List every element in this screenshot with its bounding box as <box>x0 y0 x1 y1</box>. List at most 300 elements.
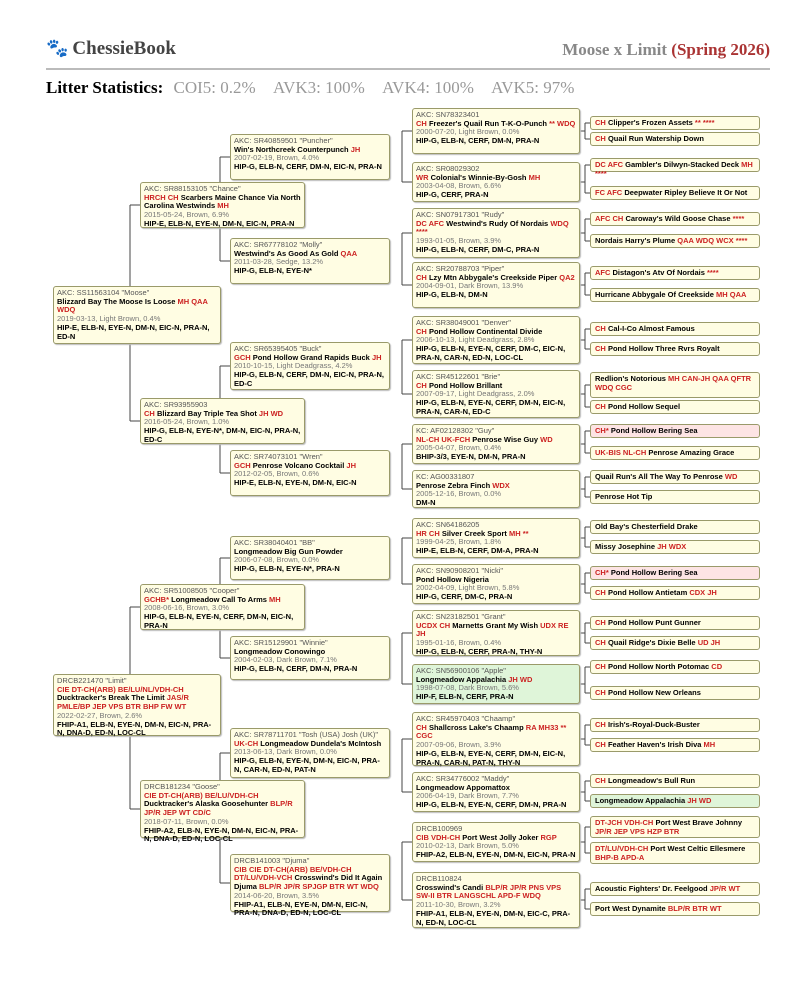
dog-card-s2[interactable] <box>140 398 305 444</box>
dog-meta: 2006-04-19, Dark Brown, 7.7% <box>416 791 519 801</box>
ancestor-title: DT-JCH VDH-CH <box>595 818 654 827</box>
ancestor-suffix: BHP-B APD-A <box>595 852 645 862</box>
ancestor-card-0[interactable] <box>590 116 760 130</box>
dog-name-line <box>144 194 301 211</box>
registration: AKC: SR51008505 "Cooper" <box>144 586 240 595</box>
dog-card-d212[interactable] <box>412 772 580 812</box>
dog-name: Pond Hollow Nigeria <box>416 574 489 584</box>
dog-meta: 2005-12-16, Brown, 0.0% <box>416 489 502 499</box>
health-results: HIP-G, ELB-N, CERF, PRA-N, THY-N <box>416 646 543 656</box>
dog-card-d1[interactable] <box>140 584 305 630</box>
ancestor-card-31[interactable] <box>590 902 760 916</box>
ancestor-name: Port West Brave Johnny <box>655 818 742 827</box>
ancestor-suffix: **** <box>732 214 745 223</box>
dog-name: Longmeadow Appomattox <box>416 782 510 792</box>
ancestor-suffix: MH **** <box>595 160 753 178</box>
dog-name: Crosswind's Did It Again Djuma <box>234 873 383 892</box>
health-results: HIP-G, ELB-N, EYE-N, CERF, DM-N, EIC-N, PRA-N <box>144 612 294 630</box>
ancestor-title: CH <box>595 662 606 671</box>
dog-card-s12[interactable] <box>230 238 390 284</box>
dog-name: Pond Hollow Brillant <box>428 380 503 390</box>
ancestor-suffix: JH WDX <box>657 542 687 551</box>
registration: AKC: SN07917301 "Rudy" <box>416 210 505 219</box>
dog-suffix: RGP <box>540 832 557 842</box>
ancestor-name: Pond Hollow Sequel <box>607 402 681 411</box>
ancestor-card-27[interactable] <box>590 794 760 808</box>
pairing-title: Moose x Limit <box>562 40 668 59</box>
ancestor-card-26[interactable] <box>590 774 760 788</box>
ancestor-name: Hurricane Abbygale Of Creekside <box>595 290 714 299</box>
dog-title: UK-CH <box>234 738 259 748</box>
paw-icon: 🐾 <box>46 38 69 58</box>
ancestor-card-19[interactable] <box>590 586 760 600</box>
dog-meta: 2010-10-15, Light Deadgrass, 4.2% <box>234 361 353 371</box>
dog-name: Pond Hollow Grand Rapids Buck <box>252 352 370 362</box>
dog-name-line <box>57 686 217 712</box>
ancestor-suffix: JP/R JEP VPS HZP BTR <box>595 826 680 836</box>
ancestor-name: Pond Hollow Bering Sea <box>610 568 698 577</box>
registration: DRCB221470 "Limit" <box>57 676 127 685</box>
dog-suffix: QAA <box>340 248 358 258</box>
dog-meta: 1998-07-08, Dark Brown, 5.6% <box>416 683 519 693</box>
health-results: HIP-G, ELB-N, EYE-N* <box>234 266 312 276</box>
dog-suffix: JAS/R PMLE/BP JEP VPS BTR BHP FW WT <box>57 693 189 712</box>
dog-meta: 1995-01-16, Brown, 0.4% <box>416 638 502 648</box>
ancestor-title: CH <box>595 776 606 785</box>
health-results: HIP-G, ELB-N, EYE-N*, PRA-N <box>234 564 340 574</box>
dog-card-d11[interactable] <box>230 536 390 580</box>
registration: AKC: SN56900106 "Apple" <box>416 666 506 675</box>
dog-name-line <box>416 622 576 639</box>
ancestor-suffix: UD JH <box>697 638 721 647</box>
ancestor-name: Longmeadow Appalachia <box>595 796 686 805</box>
registration: AKC: SR93955903 <box>144 400 208 409</box>
health-results: FHIP-A1, ELB-N, EYE-N, DM-N, EIC-C, PRA-N, ED-N, LOC-CL <box>416 908 571 927</box>
health-results: HIP-G, ELB-N, CERF, DM-N, PRA-N <box>234 664 358 674</box>
ancestor-name: Feather Haven's Irish Diva <box>607 740 702 749</box>
health-results: HIP-G, ELB-N, EYE-N, CERF, DM-N, EIC-N, PRA-N, CAR-N, ED-C <box>416 398 566 416</box>
dog-card-s21[interactable] <box>230 342 390 390</box>
dog-name: Silver Creek Sport <box>441 528 507 538</box>
dog-card-s222[interactable] <box>412 470 580 508</box>
registration: DRCB141003 "Djuma" <box>234 856 310 865</box>
ancestor-name: Irish's-Royal-Duck-Buster <box>607 720 700 729</box>
ancestor-name: Deepwater Ripley Believe It Or Not <box>624 188 748 197</box>
registration: AKC: SR67778102 "Molly" <box>234 240 323 249</box>
dog-name: Blizzard Bay The Moose Is Loose <box>57 296 176 306</box>
ancestor-name: Missy Josephine <box>595 542 656 551</box>
ancestor-suffix: CD <box>711 662 723 671</box>
dog-title: NL-CH UK-FCH <box>416 434 471 444</box>
ancestor-suffix: CDX JH <box>689 588 717 597</box>
dog-name: Westwind's As Good As Gold <box>234 248 339 258</box>
ancestor-card-11[interactable] <box>590 400 760 414</box>
dog-name: Longmeadow Call To Arms <box>171 594 267 604</box>
ancestor-card-6[interactable] <box>590 266 760 280</box>
dog-title: CH <box>416 722 427 732</box>
dog-name: Crosswind's Candi <box>416 882 484 892</box>
dog-name: Longmeadow Conowingo <box>234 646 326 656</box>
dog-title: WR <box>416 172 429 182</box>
dog-card-d111[interactable] <box>412 518 580 558</box>
registration: KC: AG00331807 <box>416 472 475 481</box>
ancestor-card-7[interactable] <box>590 288 760 302</box>
ancestor-name: Port West Dynamite <box>595 904 666 913</box>
dog-name: Win's Northcreek Counterpunch <box>234 144 349 154</box>
ancestor-card-20[interactable] <box>590 616 760 630</box>
dog-title: DC AFC <box>416 218 445 228</box>
dog-name: Shallcross Lake's Chaamp <box>428 722 524 732</box>
ancestor-card-4[interactable] <box>590 212 760 226</box>
dog-name: Colonial's Winnie-By-Gosh <box>430 172 527 182</box>
registration: AKC: SN64186205 <box>416 520 480 529</box>
ancestor-card-8[interactable] <box>590 322 760 336</box>
dog-suffix: BLP/R JP/R SPJGP BTR WT WDQ <box>259 882 379 892</box>
dog-card-d2[interactable] <box>140 780 305 844</box>
ancestor-title: UK-BIS NL-CH <box>595 448 647 457</box>
registration: AKC: SR38049001 "Denver" <box>416 318 511 327</box>
health-results: HIP-G, ELB-N, EYE-N, CERF, DM-C, EIC-N, PRA-N, CAR-N, ED-N, LOC-CL <box>416 344 566 362</box>
ancestor-suffix: JP/R WT <box>709 884 741 893</box>
ancestor-card-21[interactable] <box>590 636 760 650</box>
ancestor-suffix: **** <box>706 268 719 277</box>
dog-meta: 2012-02-05, Brown, 0.6% <box>234 469 320 479</box>
dog-suffix: WDX <box>492 480 510 490</box>
dog-card-s122[interactable] <box>412 262 580 308</box>
dog-meta: 2011-03-28, Sedge, 13.2% <box>234 257 324 267</box>
ancestor-title: DC AFC <box>595 160 624 169</box>
dog-card-d112[interactable] <box>412 564 580 604</box>
registration: DRCB181234 "Goose" <box>144 782 220 791</box>
ancestor-card-29[interactable] <box>590 842 760 864</box>
ancestor-title: AFC CH <box>595 214 624 223</box>
ancestor-title: DT/LU/VDH-CH <box>595 844 649 853</box>
dog-name: Port West Jolly Joker <box>462 832 539 842</box>
dog-card-d121[interactable] <box>412 610 580 656</box>
dog-card-s112[interactable] <box>412 162 580 202</box>
dog-suffix: WD <box>540 434 553 444</box>
registration: AKC: SN90908201 "Nicki" <box>416 566 504 575</box>
registration: AKC: SN23182501 "Grant" <box>416 612 506 621</box>
dog-card-d211[interactable] <box>412 712 580 766</box>
dog-name: Marnetts Grant My Wish <box>452 620 539 630</box>
registration: AKC: SR34776002 "Maddy" <box>416 774 510 783</box>
ancestor-name: Quail Run Watership Down <box>607 134 704 143</box>
coi5-stat: COI5: 0.2% <box>173 78 256 97</box>
registration: DRCB110824 <box>416 874 462 883</box>
ancestor-title: AFC <box>595 268 611 277</box>
health-results: HIP-E, ELB-N, EYE-N, DM-N, EIC-N <box>234 478 357 488</box>
ancestor-name: Penrose Amazing Grace <box>648 448 735 457</box>
dog-card-d122[interactable] <box>412 664 580 704</box>
ancestor-title: CH <box>595 118 606 127</box>
health-results: FHIP-A2, ELB-N, EYE-N, DM-N, EIC-N, PRA-N, DNA-D, ED-N, LOC-CL <box>144 825 299 844</box>
registration: AKC: SR88153105 "Chance" <box>144 184 241 193</box>
dog-card-sire[interactable] <box>53 286 221 344</box>
stats-label: Litter Statistics: <box>46 78 164 97</box>
ancestor-name: Quail Ridge's Dixie Belle <box>607 638 696 647</box>
dog-suffix: MH <box>528 172 541 182</box>
ancestor-suffix: MH QAA <box>716 290 747 299</box>
dog-title: CH <box>416 272 427 282</box>
dog-suffix: BLP/R JP/R PNS VPS SW-II BTR LANGSCHL APD-F WDQ <box>416 882 562 901</box>
ancestor-suffix: QAA WDQ WCX **** <box>677 236 748 245</box>
registration: KC: AF02128302 "Guy" <box>416 426 495 435</box>
dog-card-s211[interactable] <box>412 316 580 364</box>
ancestor-suffix: ** **** <box>694 118 715 127</box>
ancestor-name: Pond Hollow Antietam <box>607 588 688 597</box>
dog-suffix: WDQ **** <box>416 218 569 237</box>
dog-card-d22[interactable] <box>230 854 390 918</box>
ancestor-name: Old Bay's Chesterfield Drake <box>595 522 698 531</box>
registration: AKC: SN78323401 <box>416 110 480 119</box>
dog-card-s1[interactable] <box>140 182 305 228</box>
health-results: HIP-F, ELB-N, CERF, PRA-N <box>416 692 514 702</box>
ancestor-title: CH <box>595 324 606 333</box>
dog-meta: 2019-03-13, Light Brown, 0.4% <box>57 314 161 324</box>
health-results: HIP-G, ELB-N, EYE-N, CERF, DM-N, EIC-N, PRA-N, CAR-N, PAT-N, THY-N <box>416 748 566 767</box>
dog-name: Longmeadow Dundela's McIntosh <box>260 738 382 748</box>
dog-name-line <box>416 220 576 237</box>
dog-name-line <box>234 866 386 892</box>
ancestor-name: Cal-I-Co Almost Famous <box>607 324 695 333</box>
dog-meta: 2000-07-20, Light Brown, 0.0% <box>416 127 520 137</box>
dog-meta: 2010-02-13, Dark Brown, 5.0% <box>416 841 519 851</box>
ancestor-card-5[interactable] <box>590 234 760 248</box>
registration: AKC: SR38040401 "BB" <box>234 538 315 547</box>
ancestor-name: Penrose Hot Tip <box>595 492 653 501</box>
ancestor-name: Clipper's Frozen Assets <box>607 118 693 127</box>
dog-meta: 2007-09-06, Brown, 3.9% <box>416 740 502 750</box>
dog-name: Penrose Wise Guy <box>472 434 539 444</box>
dog-meta: 2007-09-17, Light Deadgrass, 2.0% <box>416 389 535 399</box>
dog-name: Longmeadow Appalachia <box>416 674 507 684</box>
registration: AKC: SR45122601 "Brie" <box>416 372 501 381</box>
dog-name: Longmeadow Big Gun Powder <box>234 546 343 556</box>
ancestor-card-22[interactable] <box>590 660 760 674</box>
ancestor-name: Pond Hollow New Orleans <box>607 688 701 697</box>
ancestor-title: CH <box>595 618 606 627</box>
avk4-stat: AVK4: 100% <box>382 78 474 97</box>
health-results: FHIP-A1, ELB-N, EYE-N, DM-N, EIC-N, PRA-N, DNA-D, ED-N, LOC-CL <box>57 719 212 738</box>
registration: DRCB100969 <box>416 824 463 833</box>
dog-suffix: MH <box>217 201 229 211</box>
health-results: HIP-G, ELB-N, EYE-N*, DM-N, EIC-N, PRA-N, ED-C <box>144 426 301 444</box>
dog-card-d222[interactable] <box>412 872 580 928</box>
dog-name: Ducktracker's Alaska Goosehunter <box>144 799 269 809</box>
dog-name: Penrose Volcano Cocktail <box>252 460 345 470</box>
ancestor-card-9[interactable] <box>590 342 760 356</box>
ancestor-card-1[interactable] <box>590 132 760 146</box>
dog-name: Blizzard Bay Triple Tea Shot <box>156 408 257 418</box>
dog-name: Penrose Zebra Finch <box>416 480 491 490</box>
dog-suffix: MH ** <box>508 528 529 538</box>
dog-suffix: JH <box>350 144 361 154</box>
dog-name: Pond Hollow Continental Divide <box>428 326 543 336</box>
health-results: HIP-E, ELB-N, EYE-N, DM-N, EIC-N, PRA-N <box>144 218 295 228</box>
registration: AKC: SR40859501 "Puncher" <box>234 136 333 145</box>
dog-card-d221[interactable] <box>412 822 580 862</box>
registration: AKC: SR74073101 "Wren" <box>234 452 323 461</box>
ancestor-title: CH <box>595 688 606 697</box>
ancestor-card-17[interactable] <box>590 540 760 554</box>
ancestor-card-24[interactable] <box>590 718 760 732</box>
ancestor-card-30[interactable] <box>590 882 760 896</box>
health-results: HIP-E, ELB-N, CERF, DM-A, PRA-N <box>416 546 539 556</box>
dog-title: GCH <box>234 460 251 470</box>
dog-suffix: QA2 <box>559 272 575 282</box>
ancestor-title: CH <box>595 402 606 411</box>
registration: AKC: SR20788703 "Piper" <box>416 264 505 273</box>
dog-title: CH <box>416 118 427 128</box>
dog-name: Westwind's Rudy Of Nordais <box>446 218 549 228</box>
health-results: HIP-G, CERF, DM-C, PRA-N <box>416 592 513 602</box>
ancestor-card-18[interactable] <box>590 566 760 580</box>
dog-card-s121[interactable] <box>412 208 580 258</box>
dog-card-s111[interactable] <box>412 108 580 154</box>
dog-meta: 2018-07-11, Brown, 0.0% <box>144 816 229 826</box>
ancestor-card-25[interactable] <box>590 738 760 752</box>
dog-meta: 2005-04-07, Brown, 0.4% <box>416 443 502 453</box>
health-results: HIP-G, ELB-N, EYE-N, DM-N, EIC-N, PRA-N, CAR-N, ED-N, PAT-N <box>234 756 380 774</box>
dog-name: Ducktracker's Break The Limit <box>57 693 165 703</box>
dog-meta: 2022-02-27, Brown, 2.6% <box>57 710 143 720</box>
registration: AKC: SR78711701 "Tosh (USA) Josh (UK)" <box>234 730 378 739</box>
registration: AKC: SS11563104 "Moose" <box>57 288 150 297</box>
dog-card-s22[interactable] <box>230 450 390 496</box>
ancestor-suffix: BLP/R BTR WT <box>667 904 722 913</box>
ancestor-card-3[interactable] <box>590 186 760 200</box>
dog-meta: 2004-09-01, Dark Brown, 13.9% <box>416 281 524 291</box>
health-results: HIP-G, ELB-N, CERF, DM-C, PRA-N <box>416 244 540 254</box>
dog-meta: 2006-10-13, Light Deadgrass, 2.8% <box>416 335 535 345</box>
ancestor-card-23[interactable] <box>590 686 760 700</box>
ancestor-name: Pond Hollow Punt Gunner <box>607 618 701 627</box>
dog-title: UCDX CH <box>416 620 451 630</box>
ancestor-card-14[interactable] <box>590 470 760 484</box>
dog-title: CIB CIE DT-CH(ARB) BE/VDH-CH DT/LU/VDH-VCH <box>234 864 352 883</box>
season-label: (Spring 2026) <box>671 40 770 59</box>
ancestor-title: CH <box>595 344 606 353</box>
dog-card-d12[interactable] <box>230 636 390 680</box>
dog-suffix: JH WD <box>258 408 284 418</box>
registration: AKC: SR15129901 "Winnie" <box>234 638 328 647</box>
health-results: HIP-G, ELB-N, CERF, DM-N, PRA-N <box>416 136 540 146</box>
ancestor-name: Pond Hollow Three Rvrs Royalt <box>607 344 720 353</box>
dog-suffix: BLP/R JP/R JEP WT CD/C <box>144 799 293 818</box>
ancestor-suffix: JH WD <box>687 796 712 805</box>
dog-name-line <box>416 884 576 901</box>
dog-title: HRCH CH <box>144 192 179 202</box>
health-results: HIP-E, ELB-N, EYE-N, DM-N, EIC-N, PRA-N, ED-N <box>57 322 210 341</box>
dog-card-s11[interactable] <box>230 134 390 180</box>
dog-card-s221[interactable] <box>412 424 580 464</box>
dog-title: GCH <box>234 352 251 362</box>
ancestor-name: Pond Hollow Bering Sea <box>610 426 698 435</box>
dog-title: CIB VDH-CH <box>416 832 461 842</box>
health-results: FHIP-A2, ELB-N, EYE-N, DM-N, EIC-N, PRA-N <box>416 850 576 860</box>
dog-meta: 2004-02-03, Dark Brown, 7.1% <box>234 655 337 665</box>
health-results: HIP-G, ELB-N, CERF, DM-N, EIC-N, PRA-N <box>234 162 382 172</box>
health-results: FHIP-A1, ELB-N, EYE-N, DM-N, EIC-N, PRA-N, DNA-D, ED-N, LOC-CL <box>234 899 368 918</box>
dog-meta: 2016-05-24, Brown, 1.0% <box>144 417 230 427</box>
ancestor-card-2[interactable] <box>590 158 760 178</box>
dog-name-line <box>144 792 301 818</box>
dog-suffix: JH <box>371 352 382 362</box>
ancestor-name: Pond Hollow North Potomac <box>607 662 710 671</box>
dog-title: CH <box>416 380 427 390</box>
dog-title: CH <box>144 408 155 418</box>
ancestor-card-10[interactable] <box>590 372 760 398</box>
dog-suffix: MH <box>269 594 281 604</box>
dog-meta: 2011-10-30, Brown, 3.2% <box>416 900 501 910</box>
health-results: HIP-G, CERF, PRA-N <box>416 190 489 200</box>
ancestor-name: Gambler's Dilwyn-Stacked Deck <box>625 160 740 169</box>
dog-name: Lzy Mtn Abbygale's Creekside Piper <box>428 272 558 282</box>
ancestor-card-15[interactable] <box>590 490 760 504</box>
ancestor-card-12[interactable] <box>590 424 760 438</box>
dog-title: CIE DT-CH(ARB) BE/LU/NL/VDH-CH <box>57 684 184 694</box>
ancestor-suffix: MH CAN-JH QAA QFTR WDQ CGC <box>595 374 752 392</box>
dog-suffix: MH QAA WDQ <box>57 296 208 315</box>
ancestor-title: CH* <box>595 568 609 577</box>
dog-meta: 1993-01-05, Brown, 3.9% <box>416 236 502 246</box>
avk3-stat: AVK3: 100% <box>272 78 365 97</box>
ancestor-suffix: MH <box>703 740 716 749</box>
dog-suffix: UDX RE JH <box>416 620 569 639</box>
ancestor-title: CH <box>595 134 606 143</box>
ancestor-name: Quail Run's All The Way To Penrose <box>595 472 723 481</box>
ancestor-card-13[interactable] <box>590 446 760 460</box>
dog-name-line <box>57 298 217 315</box>
dog-suffix: JH <box>346 460 357 470</box>
registration: AKC: SR45970403 "Chaamp" <box>416 714 516 723</box>
health-results: DM-N <box>416 498 436 508</box>
dog-meta: 2013-06-13, Dark Brown, 0.0% <box>234 747 337 757</box>
dog-meta: 2014-06-20, Brown, 3.5% <box>234 890 320 900</box>
ancestor-card-16[interactable] <box>590 520 760 534</box>
dog-name: Freezer's Quail Run T-K-O-Punch <box>428 118 547 128</box>
dog-suffix: RA MH33 ** CGC <box>416 722 567 741</box>
ancestor-name: Caroway's Wild Goose Chase <box>625 214 731 223</box>
ancestor-name: Nordais Harry's Plume <box>595 236 676 245</box>
ancestor-title: CH* <box>595 426 609 435</box>
dog-title: GCHB* <box>144 594 170 604</box>
health-results: HIP-G, ELB-N, CERF, DM-N, EIC-N, PRA-N, ED-C <box>234 370 384 388</box>
ancestor-name: Longmeadow's Bull Run <box>607 776 696 785</box>
health-results: HIP-G, ELB-N, EYE-N, CERF, DM-N, PRA-N <box>416 800 567 810</box>
avk5-stat: AVK5: 97% <box>491 78 575 97</box>
ancestor-title: CH <box>595 638 606 647</box>
ancestor-name: Port West Celtic Ellesmere <box>650 844 746 853</box>
brand-name: ChessieBook <box>72 38 176 59</box>
dog-meta: 1999-04-25, Brown, 1.8% <box>416 537 502 547</box>
dog-meta: 2002-04-09, Light Brown, 5.8% <box>416 583 520 593</box>
ancestor-card-28[interactable] <box>590 816 760 838</box>
dog-card-s212[interactable] <box>412 370 580 418</box>
dog-meta: 2003-04-08, Brown, 6.6% <box>416 181 502 191</box>
health-results: BHIP-3/3, EYE-N, DM-N, PRA-N <box>416 452 526 462</box>
registration: AKC: SR08029302 <box>416 164 480 173</box>
ancestor-suffix: WD <box>724 472 738 481</box>
dog-title: CIE DT-CH(ARB) BE/LU/VDH-CH <box>144 790 259 800</box>
ancestor-title: FC AFC <box>595 188 623 197</box>
ancestor-name: Redlion's Notorious <box>595 374 666 383</box>
dog-title: HR CH <box>416 528 440 538</box>
dog-title: CH <box>416 326 427 336</box>
dog-card-d21[interactable] <box>230 728 390 778</box>
dog-card-dam[interactable] <box>53 674 221 736</box>
